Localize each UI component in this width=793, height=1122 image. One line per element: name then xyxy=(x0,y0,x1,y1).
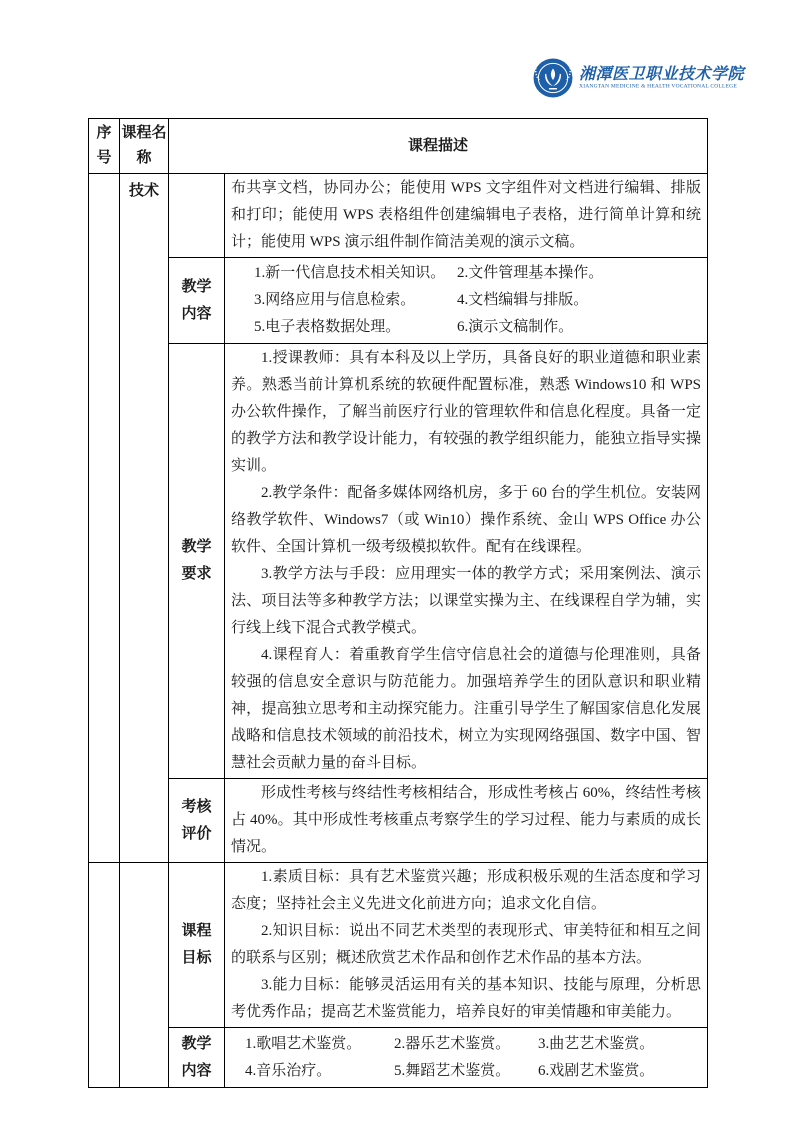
table-row xyxy=(89,174,708,258)
paragraph: 2.知识目标：说出不同艺术类型的表现形式、审美特征和相互之间的联系与区别；概述欣赏艺术作品和创作艺术作品的基本方法。 xyxy=(231,923,702,966)
teaching-requirements-cell xyxy=(225,344,708,779)
paragraph: 布共享文档，协同办公；能使用 WPS 文字组件对文档进行编辑、排版和打印；能使用 WPS 表格组件创建编辑电子表格，进行简单计算和统计；能使用 WPS 演示组件制作简洁美观的演示文稿。 xyxy=(231,180,702,250)
teaching-content-item: 2.器乐艺术鉴赏。 xyxy=(394,1035,511,1052)
table-row xyxy=(89,1028,708,1088)
table-header-row xyxy=(89,119,708,174)
paragraph: 3.能力目标：能够灵活运用有关的基本知识、技能与原理，分析思考优秀作品；提高艺术鉴赏能力，培养良好的审美情趣和审美能力。 xyxy=(231,977,702,1020)
item-row xyxy=(231,314,701,341)
row-label-teaching-requirements: 教学要求 xyxy=(169,344,225,779)
course-description-table xyxy=(88,118,708,1088)
paragraph: 形成性考核与终结性考核相结合，形成性考核占 60%，终结性考核占 40%。其中形成性考核重点考察学生的学习过程、能力与素质的成长情况。 xyxy=(231,785,702,855)
row-label-assessment: 考核评价 xyxy=(169,779,225,863)
table-row xyxy=(89,344,708,779)
teaching-content-cell-2 xyxy=(225,1028,708,1088)
paragraph: 3.教学方法与手段：应用理实一体的教学方式；采用案例法、演示法、项目法等多种教学方法；以课堂实操为主、在线课程自学为辅，实行线上线下混合式教学模式。 xyxy=(231,566,702,636)
seq-cell-group2 xyxy=(89,863,120,1088)
header-course-desc: 课程描述 xyxy=(169,119,708,174)
table-row xyxy=(89,258,708,344)
teaching-content-item: 3.曲艺艺术鉴赏。 xyxy=(538,1035,655,1052)
row-label-teaching-content-1: 教学内容 xyxy=(169,258,225,344)
paragraph: 1.授课教师：具有本科及以上学历，具备良好的职业道德和职业素养。熟悉当前计算机系统的软硬件配置标准，熟悉 Windows10 和 WPS 办公软件操作，了解当前医疗行业的管理软件和信息化程度。具备一定的教学方法和教学设计能力，有较强的教学组织能力，能独立指导实操实训。 xyxy=(231,350,702,474)
college-emblem-icon xyxy=(533,58,573,98)
teaching-content-item: 2.文件管理基本操作。 xyxy=(457,265,604,281)
course-name-cell-group1: 技术 xyxy=(120,174,169,863)
row-label-empty xyxy=(169,174,225,258)
teaching-content-item: 6.演示文稿制作。 xyxy=(457,319,574,335)
teaching-content-item: 5.舞蹈艺术鉴赏。 xyxy=(394,1062,511,1079)
course-name-cell-group2 xyxy=(120,863,169,1088)
header-course-name: 课程名称 xyxy=(120,119,169,174)
header-seq: 序号 xyxy=(89,119,120,174)
course-intro-cell xyxy=(225,174,708,258)
college-name-zh: 湘潭医卫职业技术学院 xyxy=(579,66,745,83)
college-name-en: XIANGTAN MEDICINE & HEALTH VOCATIONAL COLLEGE xyxy=(579,84,737,90)
assessment-cell xyxy=(225,779,708,863)
teaching-content-item: 1.歌唱艺术鉴赏。 xyxy=(245,1035,362,1052)
teaching-content-item: 4.文档编辑与排版。 xyxy=(457,292,589,308)
item-row xyxy=(231,1058,701,1085)
teaching-content-item: 5.电子表格数据处理。 xyxy=(254,319,401,335)
teaching-content-cell-1 xyxy=(225,258,708,344)
paragraph: 4.课程育人：着重教育学生信守信息社会的道德与伦理准则，具备较强的信息安全意识与防范能力。加强培养学生的团队意识和职业精神，提高独立思考和主动探究能力。注重引导学生了解国家信息化发展战略和信息技术领域的前沿技术，树立为实现网络强国、数字中国、智慧社会贡献力量的奋斗目标。 xyxy=(231,647,702,771)
teaching-content-item: 4.音乐治疗。 xyxy=(245,1062,332,1079)
item-row xyxy=(231,1031,701,1058)
college-logo xyxy=(533,58,751,98)
table-row xyxy=(89,863,708,1028)
table-row xyxy=(89,779,708,863)
college-name xyxy=(579,65,751,91)
teaching-content-item: 3.网络应用与信息检索。 xyxy=(254,292,416,308)
paragraph: 1.素质目标：具有艺术鉴赏兴趣；形成积极乐观的生活态度和学习态度；坚持社会主义先进文化前进方向；追求文化自信。 xyxy=(231,869,702,912)
course-objectives-cell xyxy=(225,863,708,1028)
row-label-course-objectives: 课程目标 xyxy=(169,863,225,1028)
seq-cell-group1 xyxy=(89,174,120,863)
item-row xyxy=(231,260,701,287)
paragraph: 2.教学条件：配备多媒体网络机房，多于 60 台的学生机位。安装网络教学软件、Windows7（或 Win10）操作系统、金山 WPS Office 办公软件、全国计算机一级考级模拟软件。配有在线课程。 xyxy=(231,485,702,555)
teaching-content-item: 6.戏剧艺术鉴赏。 xyxy=(538,1062,655,1079)
row-label-teaching-content-2: 教学内容 xyxy=(169,1028,225,1088)
teaching-content-item: 1.新一代信息技术相关知识。 xyxy=(254,265,446,281)
item-row xyxy=(231,287,701,314)
